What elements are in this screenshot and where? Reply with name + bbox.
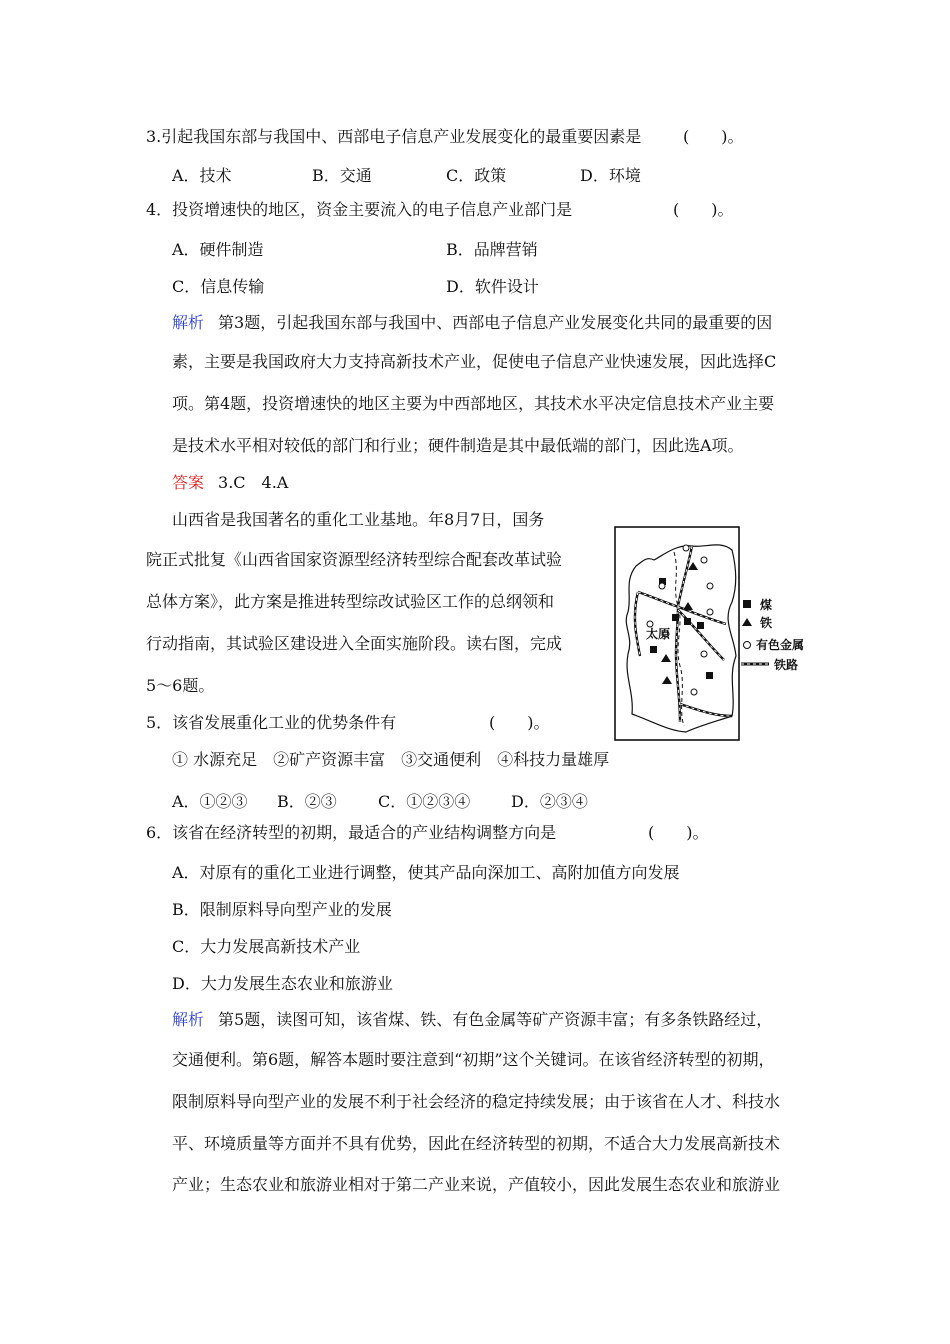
analysis-2-line-4: 平、环境质量等方面并不具有优势，因此在经济转型的初期，不适合大力发展高新技术 <box>172 1134 781 1153</box>
intro-line-3: 总体方案》，此方案是推进转型综改试验区工作的总纲领和 <box>146 592 555 611</box>
analysis-1-line-2: 素，主要是我国政府大力支持高新技术产业，促使电子信息产业快速发展，因此选择C <box>172 352 777 371</box>
intro-line-4: 行动指南，其试验区建设进入全面实施阶段。读右图，完成 <box>146 634 563 653</box>
question-4-stem: 4．投资增速快的地区，资金主要流入的电子信息产业部门是 <box>146 200 573 219</box>
question-6-answer-blank: ( )。 <box>648 823 709 842</box>
question-6-option-b[interactable]: B．限制原料导向型产业的发展 <box>172 900 392 919</box>
question-4-option-d[interactable]: D．软件设计 <box>446 277 539 296</box>
legend-coal-label: 煤 <box>760 598 773 612</box>
question-4-option-b[interactable]: B．品牌营销 <box>446 240 538 259</box>
question-3-stem <box>146 127 641 147</box>
question-3-text: 3.引起我国东部与我国中、西部电子信息产业发展变化的最重要因素是 <box>146 127 642 146</box>
question-3-option-c[interactable]: C．政策 <box>446 166 507 185</box>
question-6-option-c[interactable]: C．大力发展高新技术产业 <box>172 937 361 956</box>
legend-iron-label: 铁 <box>760 616 773 630</box>
legend-railway-label: 铁路 <box>774 658 799 672</box>
legend-nonferrous-icon <box>744 642 751 649</box>
question-5-option-a[interactable]: A．①②③ <box>172 792 248 811</box>
intro-line-5: 5～6题。 <box>146 676 215 695</box>
question-4-option-a[interactable]: A．硬件制造 <box>172 240 264 259</box>
analysis-1-line-3: 项。第4题，投资增速快的地区主要为中西部地区，其技术水平决定信息技术产业主要 <box>172 394 775 413</box>
map-city-label: 太原 <box>646 627 671 641</box>
analysis-2-line-1: 解析 第5题，读图可知，该省煤、铁、有色金属等矿产资源丰富；有多条铁路经过， <box>172 1010 773 1029</box>
legend-coal-icon <box>743 600 751 608</box>
question-3-option-d[interactable]: D．环境 <box>580 166 641 185</box>
question-5-option-c[interactable]: C．①②③④ <box>378 792 471 811</box>
analysis-2-label: 解析 <box>172 1010 205 1029</box>
question-4-answer-blank: ( )。 <box>673 200 734 219</box>
analysis-2-line-3: 限制原料导向型产业的发展不利于社会经济的稳定持续发展；由于该省在人才、科技水 <box>172 1092 781 1111</box>
question-3-answer-blank: ( )。 <box>683 127 744 146</box>
analysis-2-line-5: 产业；生态农业和旅游业相对于第二产业来说，产值较小，因此发展生态农业和旅游业 <box>172 1175 781 1194</box>
intro-line-2: 院正式批复《山西省国家资源型经济转型综合配套改革试验 <box>146 550 563 569</box>
question-5-option-b[interactable]: B．②③ <box>277 792 337 811</box>
map-legend <box>741 597 804 672</box>
question-5-option-d[interactable]: D．②③④ <box>511 792 588 811</box>
question-6-option-d[interactable]: D．大力发展生态农业和旅游业 <box>172 974 393 993</box>
question-5-conditions: ① 水源充足 ②矿产资源丰富 ③交通便利 ④科技力量雄厚 <box>172 750 610 769</box>
question-5-stem: 5．该省发展重化工业的优势条件有 <box>146 713 397 732</box>
analysis-2-line-2: 交通便利。第6题，解答本题时要注意到“初期”这个关键词。在该省经济转型的初期， <box>172 1050 775 1069</box>
answer-1-label: 答案 <box>172 473 205 492</box>
question-3-option-b[interactable]: B．交通 <box>312 166 372 185</box>
question-6-option-a[interactable]: A．对原有的重化工业进行调整，使其产品向深加工、高附加值方向发展 <box>172 863 680 882</box>
question-6-stem: 6．该省在经济转型的初期，最适合的产业结构调整方向是 <box>146 823 557 842</box>
legend-iron-icon <box>742 618 752 626</box>
answer-1 <box>172 473 288 493</box>
shanxi-resource-map <box>614 526 814 742</box>
intro-line-1: 山西省是我国著名的重化工业基地。年8月7日，国务 <box>172 510 545 529</box>
question-5-answer-blank: ( )。 <box>489 713 550 732</box>
analysis-1-line-4: 是技术水平相对较低的部门和行业；硬件制造是其中最低端的部门，因此选A项。 <box>172 436 744 455</box>
question-3-option-a[interactable]: A．技术 <box>172 166 232 185</box>
analysis-1-line-1: 解析 第3题，引起我国东部与我国中、西部电子信息产业发展变化共同的最重要的因 <box>172 313 773 332</box>
legend-nonferrous-label: 有色金属 <box>756 638 805 652</box>
analysis-1-label: 解析 <box>172 313 205 332</box>
answer-1-text: 3.C 4.A <box>218 473 289 492</box>
question-4-option-c[interactable]: C．信息传输 <box>172 277 265 296</box>
